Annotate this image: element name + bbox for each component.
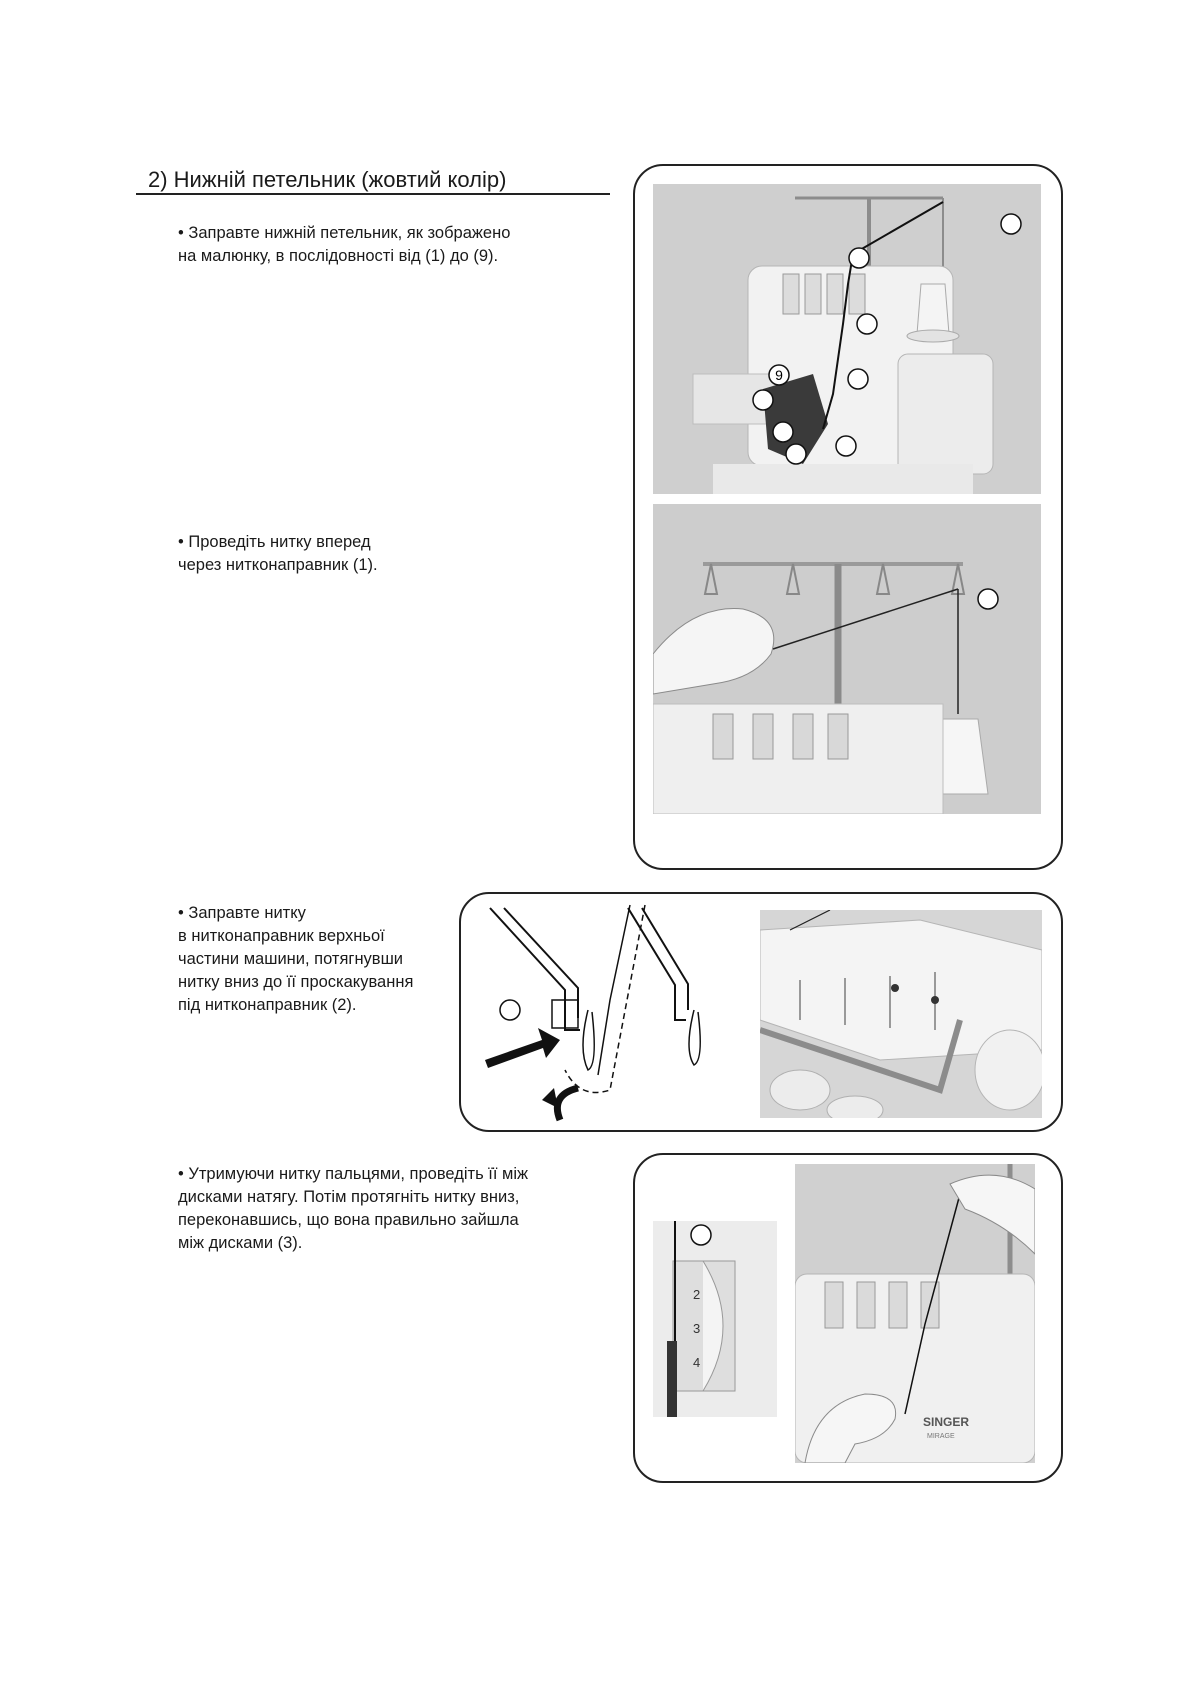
brand-label: SINGER — [923, 1415, 970, 1429]
dial-number-2: 2 — [693, 1287, 701, 1302]
step-4-text: • Утримуючи нитку пальцями, проведіть її між дисками натягу. Потім протягніть нитку вниз, переконавшись, що вона правильно зайшла між дисками (3). — [178, 1165, 529, 1252]
dial-number-3: 3 — [693, 1321, 701, 1336]
step-1-text: • Заправте нижній петельник, як зображено на малюнку, в послідовності від (1) до (9). — [178, 224, 511, 265]
section-title: 2) Нижній петельник (жовтий колір) — [148, 167, 507, 192]
thread-stand-photo — [653, 504, 1041, 814]
overview-photo — [653, 184, 1041, 494]
step-3-text: • Заправте нитку в нитконаправник верхньої частини машини, потягнувши нитку вниз до її проскакування під нитконаправник (2). — [178, 904, 414, 1014]
tension-dial-photo — [653, 1221, 777, 1417]
thread-stand-illustration — [653, 504, 1041, 814]
tension-hand-photo — [795, 1164, 1035, 1463]
upper-guide-photo — [760, 910, 1042, 1118]
thread-guide-diagram — [470, 900, 740, 1122]
step-2-text: • Проведіть нитку вперед через нитконаправник (1). — [178, 533, 378, 574]
dial-number-4: 4 — [693, 1355, 701, 1370]
upper-guide-illustration — [760, 910, 1042, 1118]
brand-sublabel: MIRAGE — [927, 1433, 955, 1440]
title-underline — [136, 193, 610, 195]
thread-guide-drawing — [470, 900, 740, 1122]
overview-illustration — [653, 184, 1041, 494]
tension-hand-illustration — [795, 1164, 1035, 1463]
tension-dial-illustration — [653, 1221, 777, 1417]
callout-9-label: 9 — [775, 367, 783, 383]
